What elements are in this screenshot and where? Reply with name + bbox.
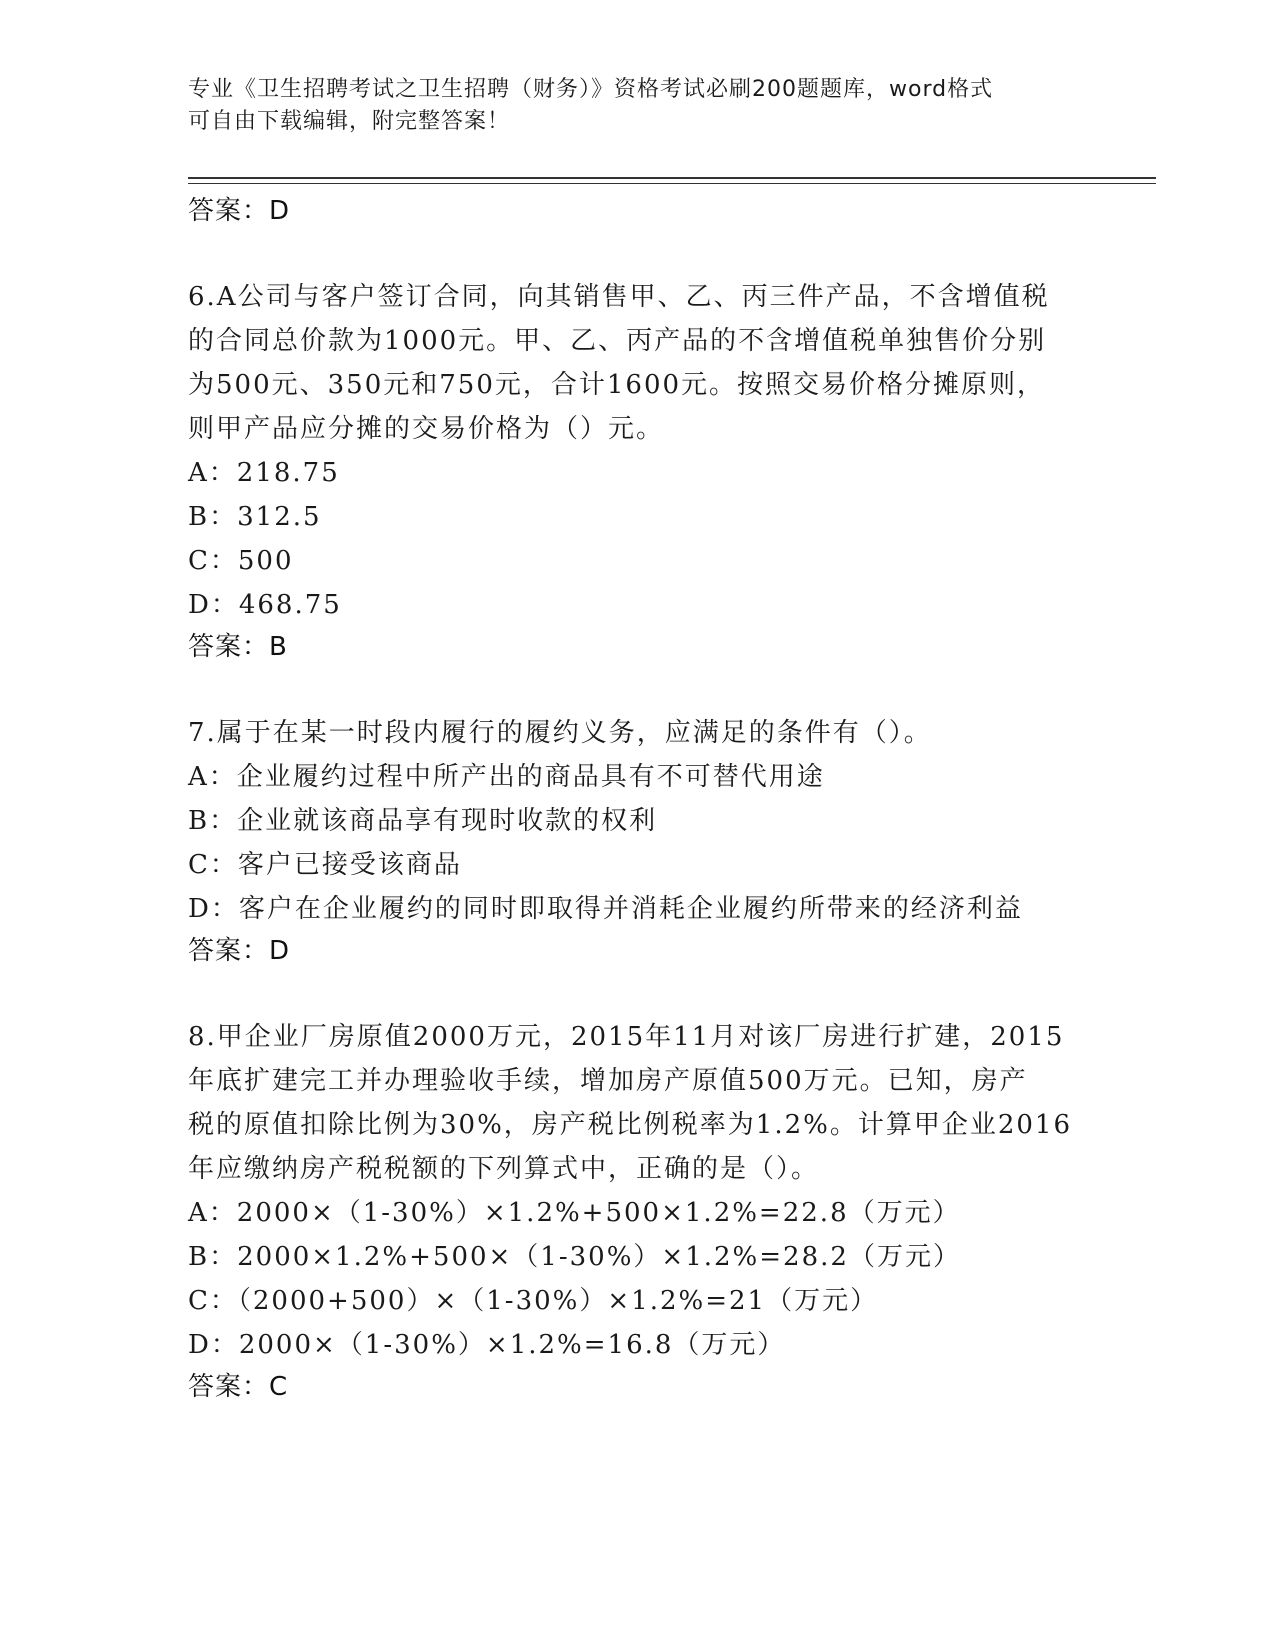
question-7-answer: 答案：D (188, 936, 291, 966)
question-6-stem-line-2: 的合同总价款为1000元。甲、乙、丙产品的不含增值税单独售价分别 (188, 326, 1047, 356)
question-8-option-a: A：2000×（1-30%）×1.2%+500×1.2%=22.8（万元） (188, 1198, 961, 1228)
previous-answer: 答案：D (188, 196, 291, 226)
question-8-option-b: B：2000×1.2%+500×（1-30%）×1.2%=28.2（万元） (188, 1242, 961, 1272)
question-7-stem-line-1: 7.属于在某一时段内履行的履约义务，应满足的条件有（）。 (188, 718, 932, 748)
question-6-option-b: B：312.5 (188, 502, 322, 532)
question-7-option-b: B：企业就该商品享有现时收款的权利 (188, 806, 658, 836)
header-line-2: 可自由下载编辑，附完整答案！ (188, 109, 511, 134)
question-8-stem-line-2: 年底扩建完工并办理验收手续，增加房产原值500万元。已知，房产 (188, 1066, 1028, 1096)
question-7-option-a: A：企业履约过程中所产出的商品具有不可替代用途 (188, 762, 825, 792)
question-6-answer: 答案：B (188, 632, 288, 662)
question-6-option-a: A：218.75 (188, 458, 340, 488)
question-6-option-d: D：468.75 (188, 590, 342, 620)
header-line-1: 专业《卫生招聘考试之卫生招聘（财务）》资格考试必刷200题题库，word格式 (188, 77, 994, 102)
header-divider-thick (188, 177, 1156, 179)
question-8-stem-line-4: 年应缴纳房产税税额的下列算式中，正确的是（）。 (188, 1154, 820, 1184)
header-divider-thin (188, 183, 1156, 184)
question-8-stem-line-1: 8.甲企业厂房原值2000万元，2015年11月对该厂房进行扩建，2015 (188, 1022, 1065, 1052)
question-7-option-d: D：客户在企业履约的同时即取得并消耗企业履约所带来的经济利益 (188, 894, 1023, 924)
question-6-stem-line-3: 为500元、350元和750元，合计1600元。按照交易价格分摊原则， (188, 370, 1046, 400)
question-8-answer: 答案：C (188, 1372, 289, 1402)
question-8-option-d: D：2000×（1-30%）×1.2%=16.8（万元） (188, 1330, 786, 1360)
question-6-option-c: C：500 (188, 546, 294, 576)
question-8-option-c: C：（2000+500）×（1-30%）×1.2%=21（万元） (188, 1286, 879, 1316)
question-8-stem-line-3: 税的原值扣除比例为30%，房产税比例税率为1.2%。计算甲企业2016 (188, 1110, 1073, 1140)
document-header (188, 74, 1088, 138)
question-6-stem-line-4: 则甲产品应分摊的交易价格为（）元。 (188, 414, 665, 444)
question-7-option-c: C：客户已接受该商品 (188, 850, 462, 880)
question-6-stem-line-1: 6.A公司与客户签订合同，向其销售甲、乙、丙三件产品，不含增值税 (188, 282, 1050, 312)
